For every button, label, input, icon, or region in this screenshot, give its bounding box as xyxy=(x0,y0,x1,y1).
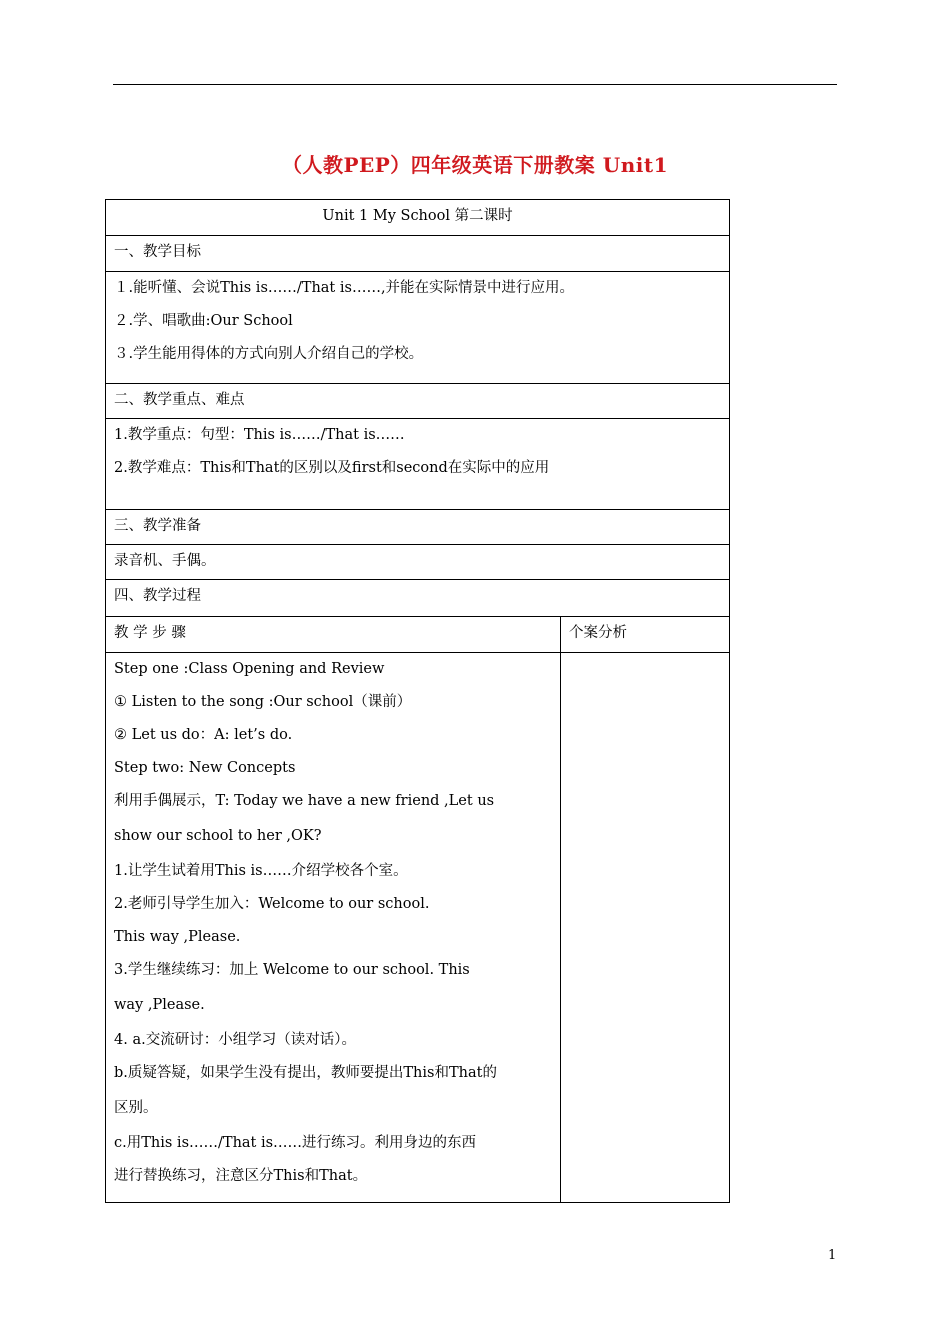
page-number: 1 xyxy=(828,1248,837,1263)
document-title: （人教PEP）四年级英语下册教案 Unit1 xyxy=(281,153,669,177)
step-line: Step two: New Concepts xyxy=(114,760,296,776)
objective-item: １.能听懂、会说This is……/That is……,并能在实际情景中进行应用。 xyxy=(114,280,575,296)
step-line: 1.让学生试着用This is……介绍学校各个室。 xyxy=(114,863,408,879)
preparation-heading: 三、教学准备 xyxy=(106,510,730,545)
key-point-item: 1.教学重点：句型：This is……/That is…… xyxy=(114,427,405,443)
objectives-heading: 一、教学目标 xyxy=(106,236,730,272)
step-line: show our school to her ,OK? xyxy=(114,828,322,844)
key-points-heading: 二、教学重点、难点 xyxy=(106,384,730,419)
analysis-column-header: 个案分析 xyxy=(561,617,730,653)
objectives-list xyxy=(106,272,730,384)
step-line: 进行替换练习，注意区分This和That。 xyxy=(114,1168,368,1184)
preparation-content: 录音机、手偶。 xyxy=(106,545,730,580)
lesson-plan-table xyxy=(105,199,730,1203)
step-line: 3.学生继续练习：加上 Welcome to our school. This xyxy=(114,962,470,978)
header-rule xyxy=(113,84,837,85)
lesson-header: Unit 1 My School 第二课时 xyxy=(106,200,730,236)
objective-item: ３.学生能用得体的方式向别人介绍自己的学校。 xyxy=(114,346,424,362)
step-line: ② Let us do：A: let’s do. xyxy=(114,727,293,743)
step-line: c.用This is……/That is……进行练习。利用身边的东西 xyxy=(114,1135,477,1151)
step-line: 利用手偶展示，T: Today we have a new friend ,Let us xyxy=(114,793,495,809)
step-line: 4. a.交流研讨：小组学习（读对话）。 xyxy=(114,1032,356,1048)
step-line: ① Listen to the song :Our school（课前） xyxy=(114,694,412,710)
step-line: way ,Please. xyxy=(114,997,205,1013)
steps-content xyxy=(106,653,561,1203)
key-points-list xyxy=(106,419,730,510)
step-line: Step one :Class Opening and Review xyxy=(114,661,385,677)
step-line: 区别。 xyxy=(114,1100,158,1116)
steps-column-header: 教 学 步 骤 xyxy=(106,617,561,653)
step-line: This way ,Please. xyxy=(114,929,241,945)
process-heading: 四、教学过程 xyxy=(106,580,730,617)
objective-item: ２.学、唱歌曲:Our School xyxy=(114,313,293,329)
step-line: 2.老师引导学生加入：Welcome to our school. xyxy=(114,896,430,912)
analysis-content xyxy=(561,653,730,1203)
step-line: b.质疑答疑，如果学生没有提出，教师要提出This和That的 xyxy=(114,1065,497,1081)
key-point-item: 2.教学难点：This和That的区别以及first和second在实际中的应用 xyxy=(114,460,550,476)
